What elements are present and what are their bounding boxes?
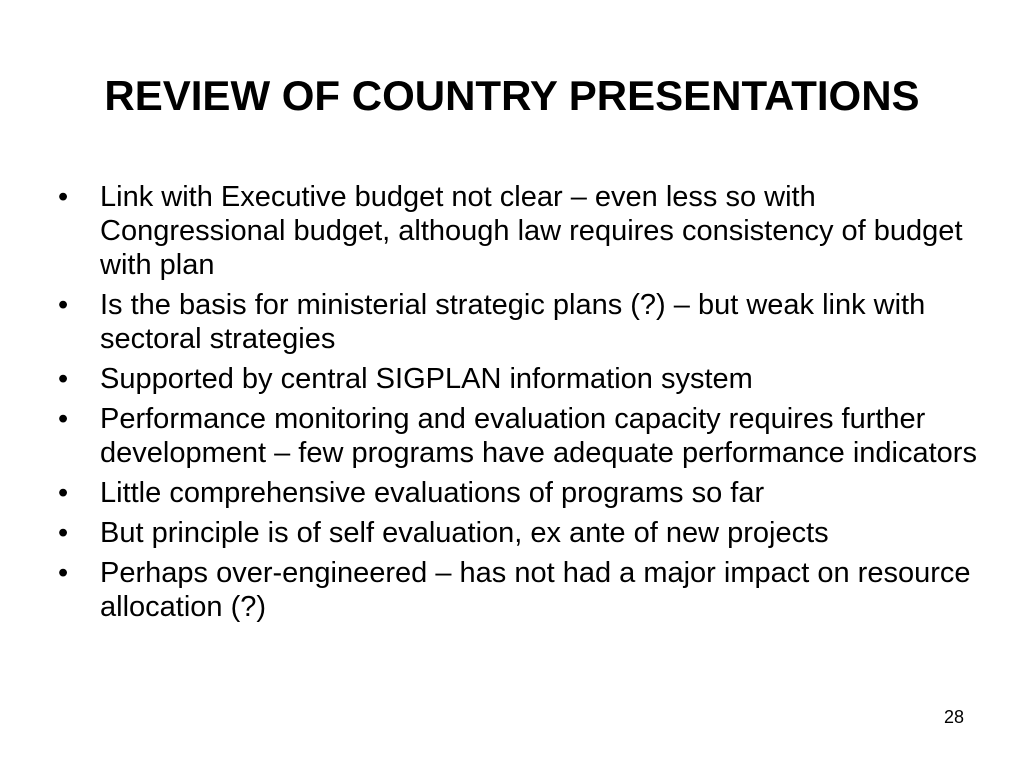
- page-number: 28: [943, 707, 964, 727]
- bullet-icon: •: [58, 557, 69, 589]
- bullet-text: Link with Executive budget not clear – even less so with Congressional budget, although law requires consistency of budget with plan: [100, 181, 963, 281]
- bullet-item: [58, 556, 988, 624]
- bullet-text: But principle is of self evaluation, ex ante of new projects: [100, 517, 829, 549]
- bullet-icon: •: [58, 403, 69, 435]
- bullet-item: [58, 476, 988, 510]
- bullet-text: Supported by central SIGPLAN information system: [100, 363, 753, 395]
- bullet-item: [58, 362, 988, 396]
- bullet-item: [58, 180, 988, 282]
- bullet-icon: •: [58, 477, 69, 509]
- bullet-icon: •: [58, 517, 69, 549]
- slide-title: REVIEW OF COUNTRY PRESENTATIONS: [104, 72, 920, 119]
- bullet-icon: •: [58, 363, 69, 395]
- bullet-item: [58, 288, 988, 356]
- bullet-item: [58, 516, 988, 550]
- bullet-text: Little comprehensive evaluations of programs so far: [100, 477, 765, 509]
- bullet-icon: •: [58, 289, 69, 321]
- bullet-text: Is the basis for ministerial strategic plans (?) – but weak link with sectoral strategies: [100, 289, 926, 355]
- bullet-icon: •: [58, 181, 69, 213]
- bullet-text: Perhaps over-engineered – has not had a major impact on resource allocation (?): [100, 557, 971, 623]
- bullet-text: Performance monitoring and evaluation capacity requires further development – few programs have adequate performance indicators: [100, 403, 977, 469]
- bullet-item: [58, 402, 988, 470]
- bullet-list: [58, 180, 988, 630]
